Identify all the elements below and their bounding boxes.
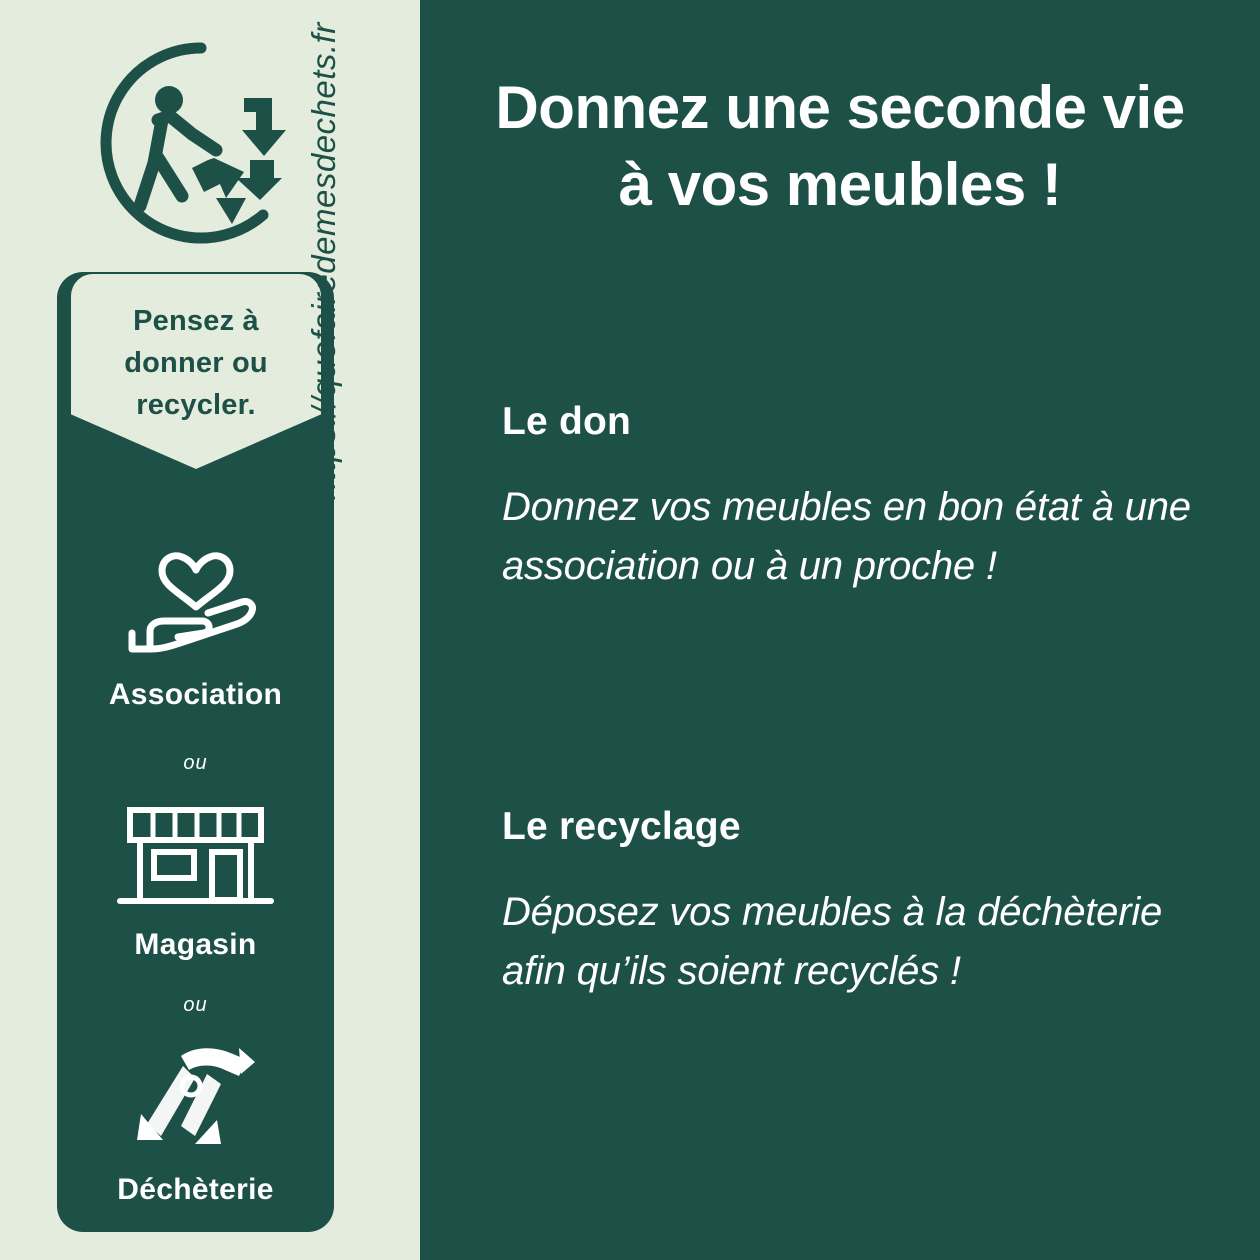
- hand-heart-icon: [57, 545, 334, 670]
- recycling-center-icon: [57, 1040, 334, 1165]
- shop-icon: [57, 800, 334, 920]
- step-label-magasin: Magasin: [134, 928, 257, 961]
- website-url[interactable]: https://quefairedemesdechets.fr: [305, 22, 342, 500]
- advice-flag-text: [71, 300, 321, 426]
- step-decheterie: [57, 1040, 334, 1207]
- section-body-le-recyclage: Déposez vos meubles à la déchèterie afin qu’ils soient recyclés !: [502, 890, 1163, 994]
- step-magasin: [57, 800, 334, 962]
- section-le-don: [502, 400, 1202, 596]
- page-title: [440, 70, 1240, 224]
- advice-flag: [71, 274, 321, 479]
- page-title-line-1: Donnez une seconde vie: [495, 74, 1185, 141]
- separator-ou-2: ou: [183, 994, 208, 1016]
- page-title-line-2: à vos meubles !: [618, 150, 1062, 218]
- section-title-le-recyclage: Le recyclage: [502, 805, 741, 848]
- advice-line-3: recycler.: [136, 389, 256, 422]
- advice-line-1: Pensez à: [133, 305, 259, 337]
- section-body-le-don: Donnez vos meubles en bon état à une association ou à un proche !: [502, 485, 1191, 589]
- section-le-recyclage: [502, 805, 1202, 1001]
- recycling-person-icon: [96, 38, 306, 248]
- advice-line-2: donner ou: [124, 347, 268, 380]
- section-title-le-don: Le don: [502, 400, 632, 443]
- separator-ou-1: ou: [183, 752, 208, 774]
- step-label-decheterie: Déchèterie: [117, 1173, 274, 1206]
- step-label-association: Association: [108, 678, 283, 711]
- step-association: [57, 545, 334, 712]
